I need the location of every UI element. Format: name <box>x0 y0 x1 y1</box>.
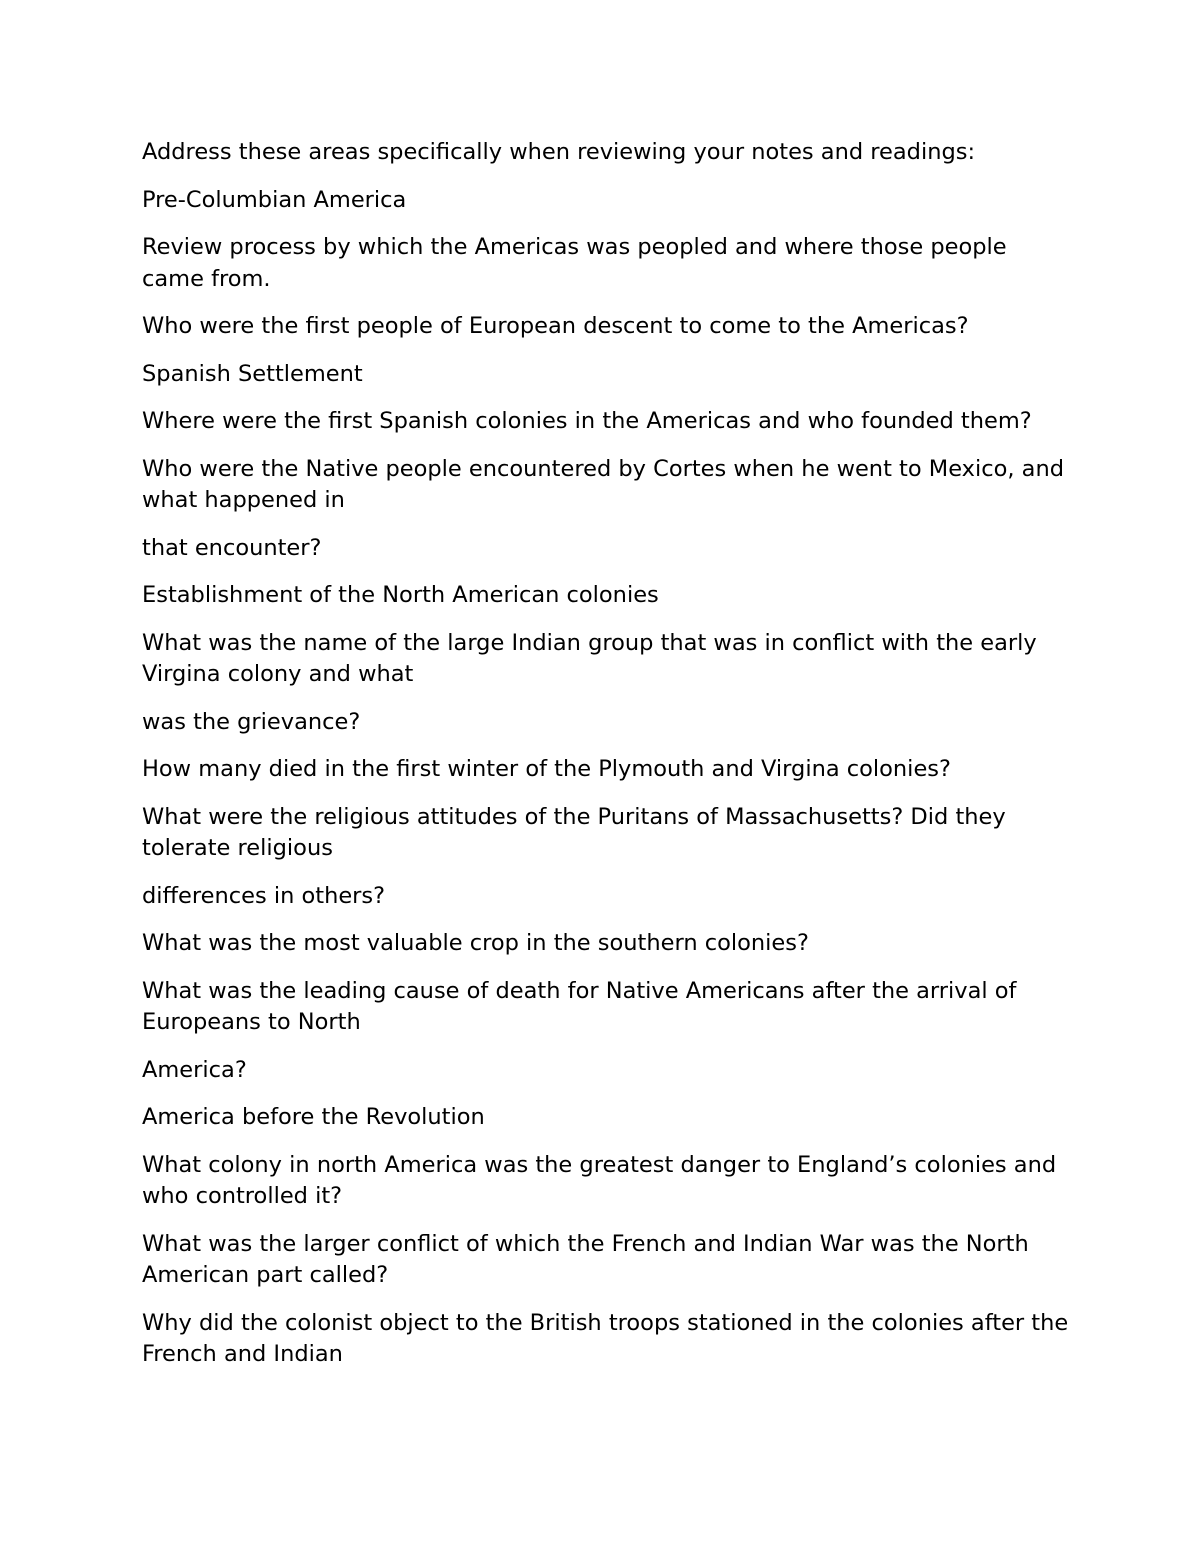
question-paragraph: Where were the first Spanish colonies in the Americas and who founded them? <box>142 408 1032 434</box>
question-paragraph: What was the leading cause of death for Native Americans after the arrival of Europeans to North <box>142 977 1017 1035</box>
question-continuation: differences in others? <box>142 882 386 909</box>
question-continuation: America? <box>142 1056 247 1083</box>
question-paragraph: What were the religious attitudes of the Puritans of Massachusetts? Did they tolerate religious <box>142 803 1006 861</box>
document-body <box>142 137 1072 1387</box>
question-paragraph: Who were the first people of European descent to come to the Americas? <box>142 313 969 339</box>
question-paragraph: Why did the colonist object to the British troops stationed in the colonies after the French and Indian <box>142 1309 1069 1367</box>
section-heading-before-revolution: America before the Revolution <box>142 1104 485 1130</box>
question-paragraph: How many died in the first winter of the Plymouth and Virgina colonies? <box>142 756 951 782</box>
intro-instruction: Address these areas specifically when reviewing your notes and readings: <box>142 139 976 165</box>
section-heading-spanish-settlement: Spanish Settlement <box>142 360 363 387</box>
question-paragraph: What was the most valuable crop in the southern colonies? <box>142 930 809 956</box>
question-paragraph: What colony in north America was the greatest danger to England’s colonies and who controlled it? <box>142 1151 1057 1209</box>
question-paragraph: What was the larger conflict of which the French and Indian War was the North American part called? <box>142 1230 1029 1288</box>
question-paragraph: What was the name of the large Indian group that was in conflict with the early Virgina colony and what <box>142 629 1037 687</box>
section-heading-north-american-colonies: Establishment of the North American colonies <box>142 582 659 608</box>
question-paragraph: Review process by which the Americas was peopled and where those people came from. <box>142 234 1007 292</box>
question-paragraph: Who were the Native people encountered by Cortes when he went to Mexico, and what happened in <box>142 455 1064 513</box>
section-heading-pre-columbian: Pre-Columbian America <box>142 186 407 213</box>
question-continuation: was the grievance? <box>142 708 361 735</box>
question-continuation: that encounter? <box>142 534 322 561</box>
